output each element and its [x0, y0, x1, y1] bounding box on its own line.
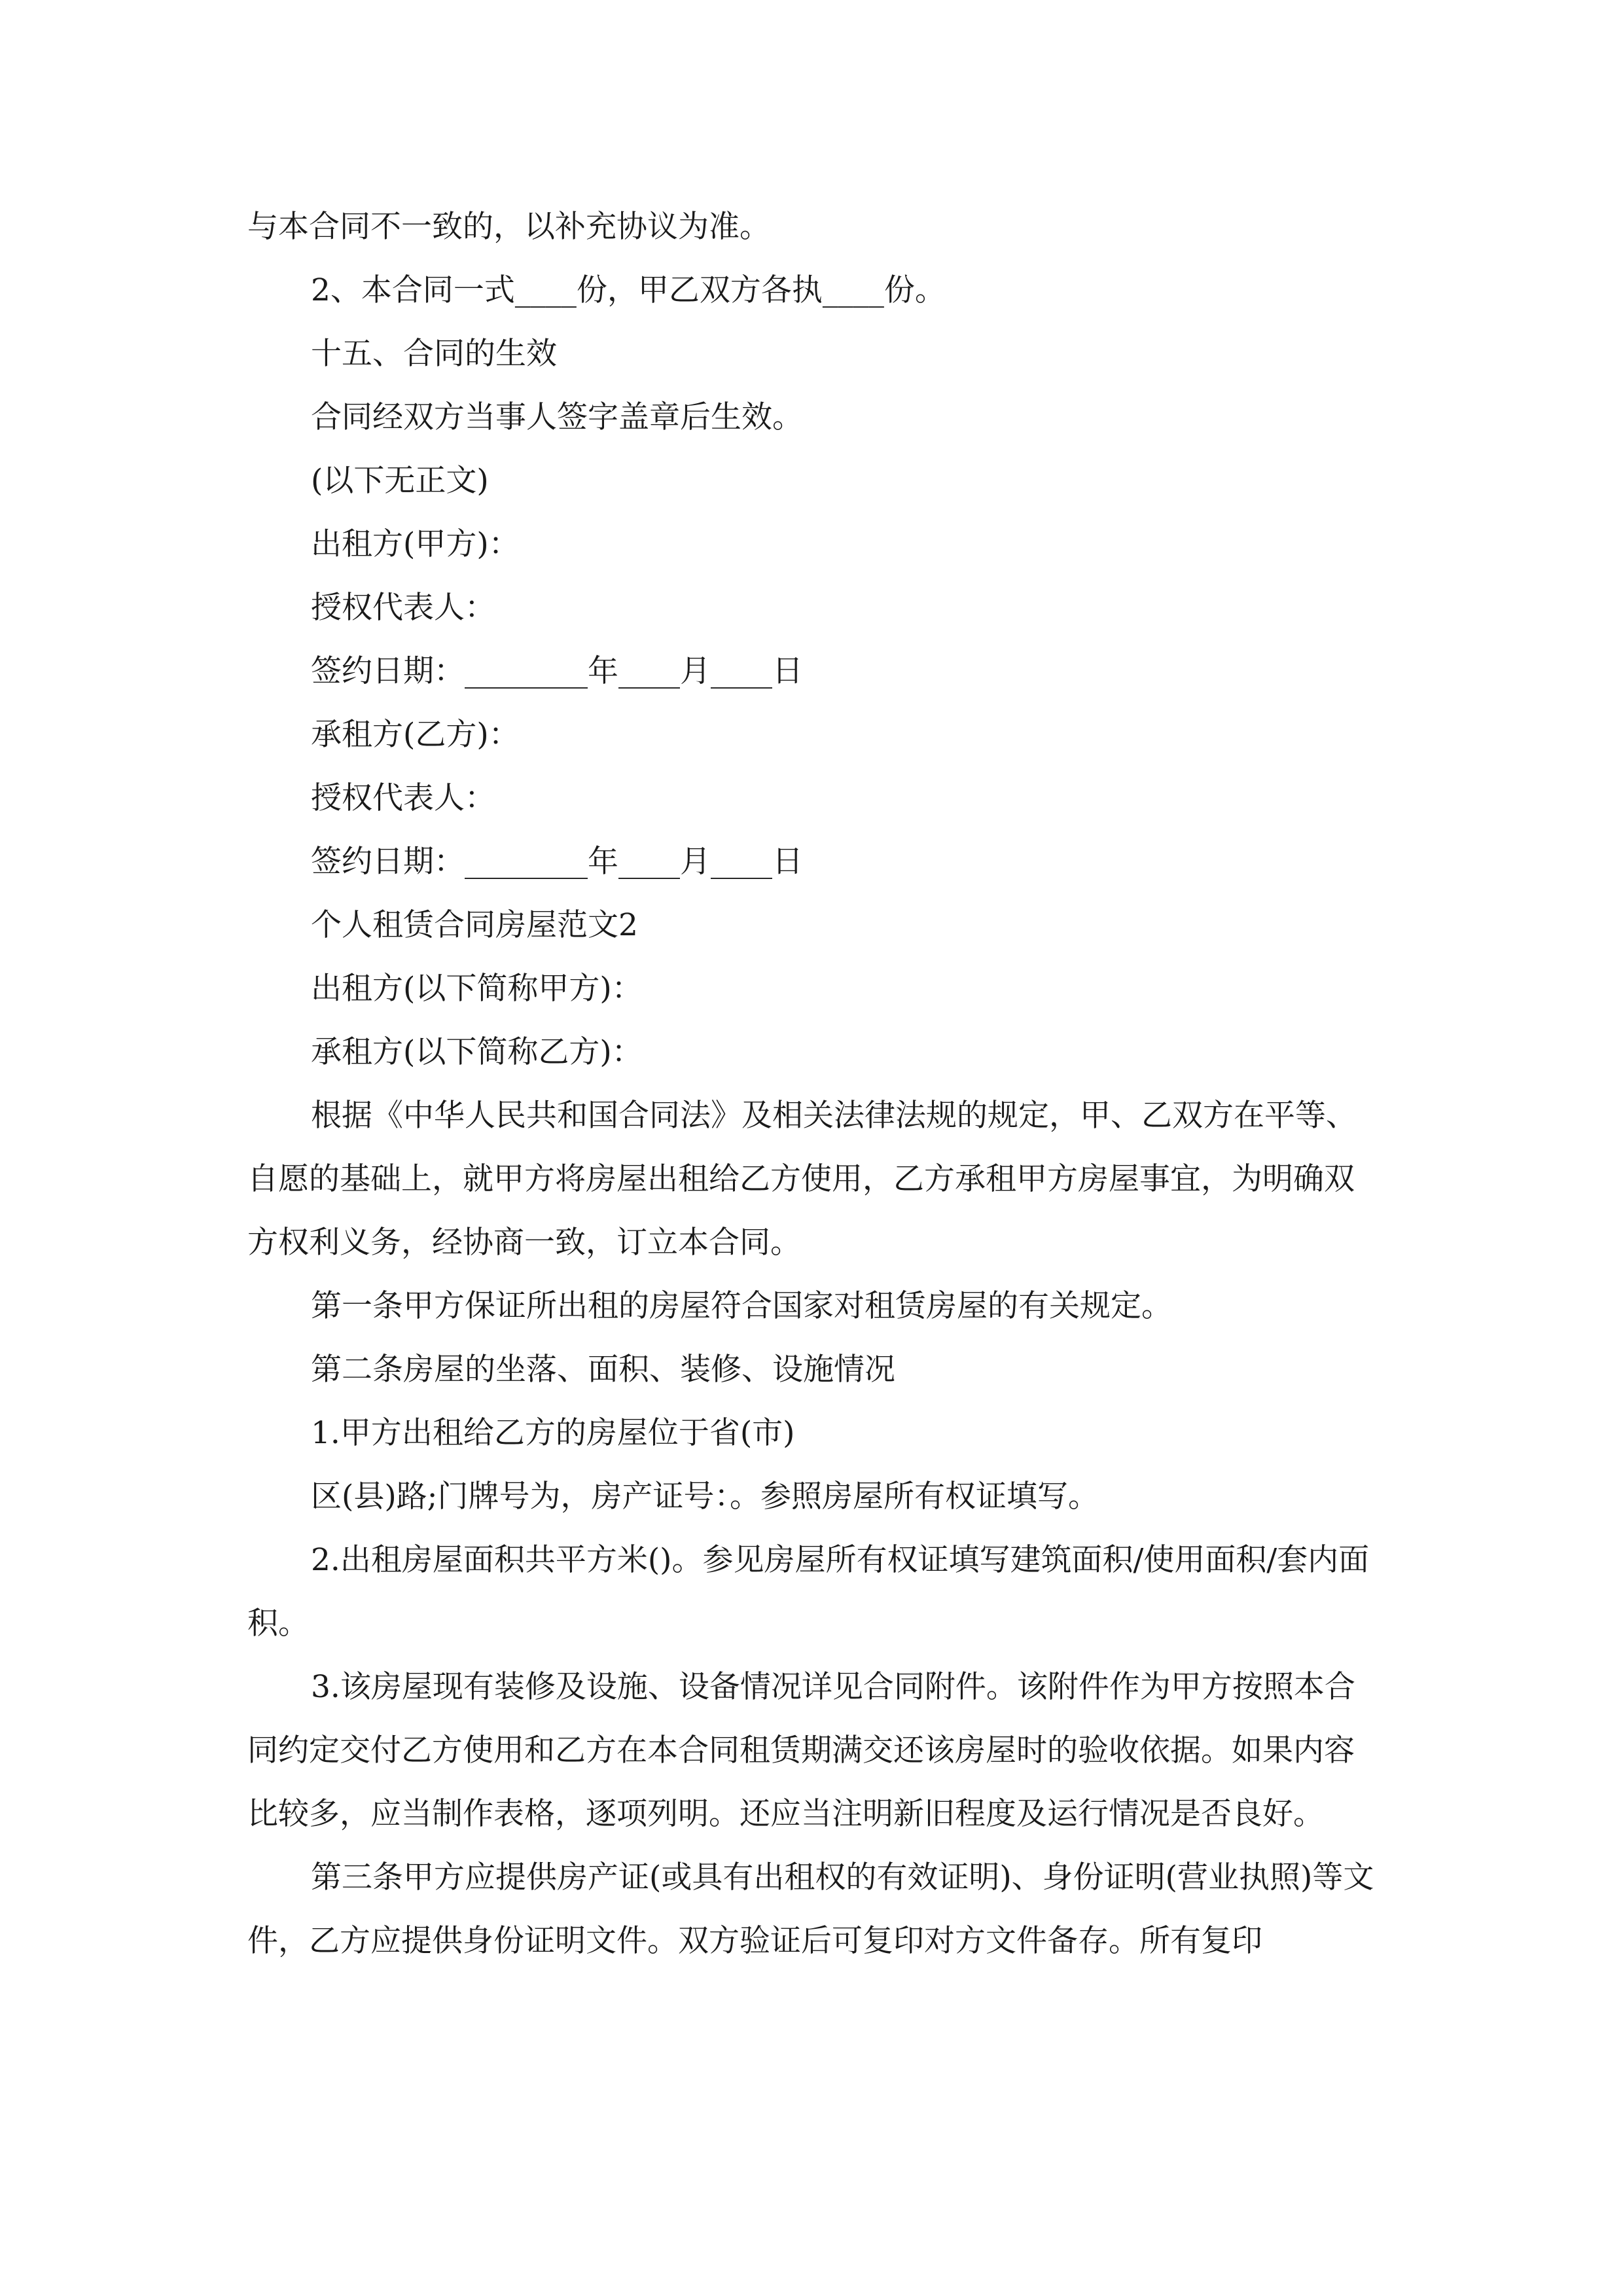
lessor-label: 出租方(甲方)： — [311, 526, 520, 562]
article-2-item-1-continued: 区(县)路;门牌号为，房产证号：。参照房屋所有权证填写。 — [311, 1479, 1099, 1515]
lessee-party-b-label: 承租方(以下简称乙方)： — [311, 1034, 643, 1070]
lessor-party-a-label: 出租方(以下简称甲方)： — [311, 971, 643, 1007]
article-3: 第三条甲方应提供房产证(或具有出租权的有效证明)、身份证明(营业执照)等文件，乙方应提供身份证明文件。双方验证后可复印对方文件备存。所有复印 — [247, 1859, 1374, 1959]
article-1: 第一条甲方保证所出租的房屋符合国家对租赁房屋的有关规定。 — [311, 1288, 1172, 1324]
lessee-label: 承租方(乙方)： — [311, 717, 520, 753]
lessee-signing-date: 签约日期：________年____月____日 — [311, 844, 803, 880]
lessee-representative-label: 授权代表人： — [311, 780, 495, 816]
paragraph-preamble: 根据《中华人民共和国合同法》及相关法律法规的规定，甲、乙双方在平等、自愿的基础上，就甲方将房屋出租给乙方使用，乙方承租甲方房屋事宜，为明确双方权利义务，经协商一致，订立本合同。 — [247, 1098, 1357, 1261]
lessor-signing-date: 签约日期：________年____月____日 — [311, 653, 803, 689]
paragraph-copies: 2、本合同一式____份，甲乙双方各执____份。 — [311, 272, 946, 308]
paragraph-supplement-precedence: 与本合同不一致的，以补充协议为准。 — [247, 209, 770, 245]
paragraph-no-further-text: (以下无正文) — [311, 463, 489, 499]
article-2-item-3: 3.该房屋现有装修及设施、设备情况详见合同附件。该附件作为甲方按照本合同约定交付乙方使用和乙方在本合同租赁期满交还该房屋时的验收依据。如果内容比较多，应当制作表格，逐项列明。还应当注明新旧程度及运行情况是否良好。 — [247, 1669, 1355, 1832]
document-body — [247, 195, 1380, 1973]
sample-contract-title: 个人租赁合同房屋范文2 — [311, 907, 638, 943]
article-2-item-2: 2.出租房屋面积共平方米()。参见房屋所有权证填写建筑面积/使用面积/套内面积。 — [247, 1542, 1370, 1641]
article-2-heading: 第二条房屋的坐落、面积、装修、设施情况 — [311, 1352, 895, 1388]
paragraph-effective-on-signing: 合同经双方当事人签字盖章后生效。 — [311, 399, 803, 435]
article-2-item-1: 1.甲方出租给乙方的房屋位于省(市) — [311, 1415, 795, 1451]
section-heading-effectiveness: 十五、合同的生效 — [311, 336, 557, 372]
lessor-representative-label: 授权代表人： — [311, 590, 495, 626]
